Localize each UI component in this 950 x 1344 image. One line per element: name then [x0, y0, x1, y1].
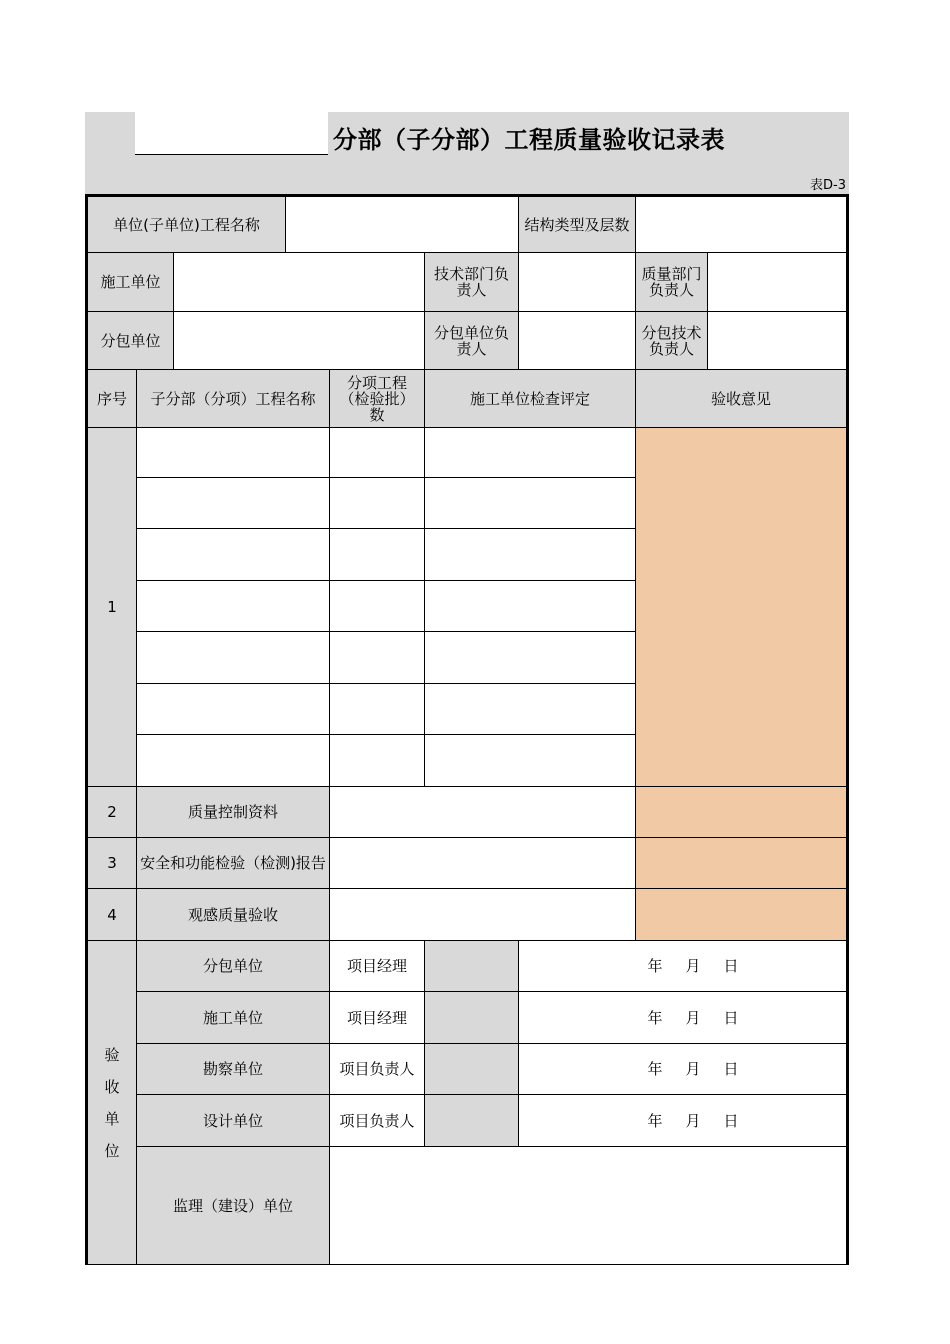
- supervision-opinion-cell[interactable]: [330, 1147, 848, 1265]
- acceptance-units-label: [87, 941, 137, 1265]
- col-name-header: 子分部（分项）工程名称: [137, 370, 330, 428]
- acceptance-row-survey: [87, 1044, 848, 1095]
- item1-eval-cell[interactable]: [425, 581, 636, 632]
- structure-type-field[interactable]: [636, 196, 848, 253]
- quality-dept-lead-label: 质量部门负责人: [636, 253, 708, 312]
- item1-name-cell[interactable]: [137, 428, 330, 478]
- acceptance-label-char: 单: [104, 1109, 120, 1128]
- item1-count-cell[interactable]: [330, 428, 425, 478]
- contractor-label: 施工单位: [87, 253, 174, 312]
- column-header-row: [87, 370, 848, 428]
- item4-seq: 4: [87, 889, 137, 941]
- item4-eval-cell[interactable]: [330, 889, 636, 941]
- item3-opinion-cell[interactable]: [636, 838, 848, 889]
- acceptance-record-table: [85, 194, 849, 1265]
- acceptance-unit-name: 施工单位: [137, 992, 330, 1044]
- item2-eval-cell[interactable]: [330, 787, 636, 838]
- item2-name: 质量控制资料: [137, 787, 330, 838]
- item1-seq: 1: [87, 428, 137, 787]
- acceptance-row-contractor: [87, 992, 848, 1044]
- item1-count-cell[interactable]: [330, 581, 425, 632]
- col-seq-header: 序号: [87, 370, 137, 428]
- item1-count-cell[interactable]: [330, 735, 425, 787]
- item1-name-cell[interactable]: [137, 632, 330, 684]
- date-month: 月: [685, 957, 702, 975]
- date-day: 日: [723, 957, 740, 975]
- date-cell[interactable]: [519, 992, 848, 1044]
- subcontractor-field[interactable]: [174, 312, 425, 370]
- structure-type-label: 结构类型及层数: [519, 196, 636, 253]
- tech-dept-lead-label: 技术部门负责人: [425, 253, 519, 312]
- item1-eval-cell[interactable]: [425, 478, 636, 529]
- item1-name-cell[interactable]: [137, 735, 330, 787]
- item2-opinion-cell[interactable]: [636, 787, 848, 838]
- acceptance-role-label: 项目负责人: [330, 1095, 425, 1147]
- acceptance-unit-name: 设计单位: [137, 1095, 330, 1147]
- acceptance-unit-name: 勘察单位: [137, 1044, 330, 1095]
- item2-row: [87, 787, 848, 838]
- col-opinion-header: 验收意见: [636, 370, 848, 428]
- item3-eval-cell[interactable]: [330, 838, 636, 889]
- item3-row: [87, 838, 848, 889]
- item1-eval-cell[interactable]: [425, 632, 636, 684]
- item1-eval-cell[interactable]: [425, 735, 636, 787]
- form-code: 表D-3: [810, 178, 846, 193]
- acceptance-row-design: [87, 1095, 848, 1147]
- project-name-field[interactable]: [286, 196, 519, 253]
- tech-dept-lead-field[interactable]: [519, 253, 636, 312]
- date-cell[interactable]: [519, 1044, 848, 1095]
- date-month: 月: [685, 1060, 702, 1078]
- header-row-project: [87, 196, 848, 253]
- item3-name: 安全和功能检验（检测)报告: [137, 838, 330, 889]
- item1-count-cell[interactable]: [330, 684, 425, 735]
- title-prefix-blank[interactable]: [135, 112, 328, 155]
- sub-unit-lead-label: 分包单位负责人: [425, 312, 519, 370]
- date-cell[interactable]: [519, 941, 848, 992]
- item1-count-cell[interactable]: [330, 632, 425, 684]
- contractor-field[interactable]: [174, 253, 425, 312]
- page-title: 分部（子分部）工程质量验收记录表: [333, 126, 725, 154]
- acceptance-row-subcontractor: [87, 941, 848, 992]
- signature-cell[interactable]: [425, 1044, 519, 1095]
- item1-name-cell[interactable]: [137, 684, 330, 735]
- item3-seq: 3: [87, 838, 137, 889]
- acceptance-row-supervision: [87, 1147, 848, 1265]
- item1-name-cell[interactable]: [137, 478, 330, 529]
- sub-tech-lead-label: 分包技术负责人: [636, 312, 708, 370]
- date-year: 年: [647, 1111, 664, 1130]
- form-sheet-viewport: [85, 194, 850, 1215]
- item1-count-cell[interactable]: [330, 478, 425, 529]
- item1-eval-cell[interactable]: [425, 428, 636, 478]
- acceptance-role-label: 项目经理: [330, 941, 425, 992]
- item1-name-cell[interactable]: [137, 581, 330, 632]
- item4-row: [87, 889, 848, 941]
- acceptance-role-label: 项目负责人: [330, 1044, 425, 1095]
- col-count-header: 分项工程（检验批）数: [330, 370, 425, 428]
- signature-cell[interactable]: [425, 992, 519, 1044]
- date-year: 年: [647, 1008, 664, 1027]
- date-cell[interactable]: [519, 1095, 848, 1147]
- date-day: 日: [723, 1060, 740, 1078]
- item1-opinion-cell[interactable]: [636, 428, 848, 787]
- acceptance-role-label: 项目经理: [330, 992, 425, 1044]
- acceptance-label-char: 位: [104, 1141, 120, 1160]
- date-month: 月: [685, 1008, 702, 1027]
- signature-cell[interactable]: [425, 1095, 519, 1147]
- item4-name: 观感质量验收: [137, 889, 330, 941]
- col-eval-header: 施工单位检查评定: [425, 370, 636, 428]
- item2-seq: 2: [87, 787, 137, 838]
- date-day: 日: [723, 1111, 740, 1130]
- item4-opinion-cell[interactable]: [636, 889, 848, 941]
- date-day: 日: [723, 1008, 740, 1027]
- header-row-contractor: [87, 253, 848, 312]
- subcontractor-label: 分包单位: [87, 312, 174, 370]
- acceptance-label-char: 收: [104, 1077, 120, 1096]
- acceptance-label-char: 验: [104, 1045, 120, 1064]
- item1-count-cell[interactable]: [330, 529, 425, 581]
- date-year: 年: [647, 957, 664, 975]
- acceptance-unit-name: 分包单位: [137, 941, 330, 992]
- item1-eval-cell[interactable]: [425, 529, 636, 581]
- acceptance-unit-name: 监理（建设）单位: [137, 1147, 330, 1265]
- item1-subrow: [87, 428, 848, 478]
- item1-eval-cell[interactable]: [425, 684, 636, 735]
- project-name-label: 单位(子单位)工程名称: [87, 196, 286, 253]
- item1-name-cell[interactable]: [137, 529, 330, 581]
- header-row-subcontractor: [87, 312, 848, 370]
- sub-unit-lead-field[interactable]: [519, 312, 636, 370]
- quality-dept-lead-field[interactable]: [708, 253, 848, 312]
- sub-tech-lead-field[interactable]: [708, 312, 848, 370]
- signature-cell[interactable]: [425, 941, 519, 992]
- date-month: 月: [685, 1111, 702, 1130]
- date-year: 年: [647, 1060, 664, 1078]
